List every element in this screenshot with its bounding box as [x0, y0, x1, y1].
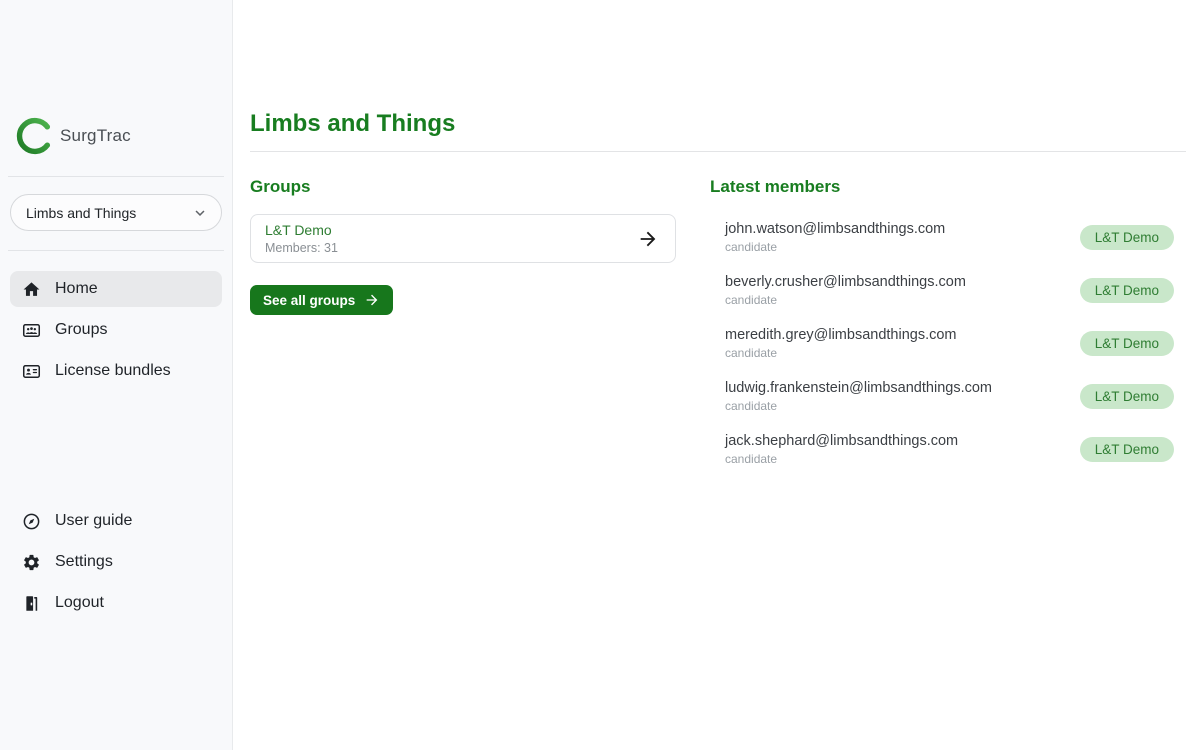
member-row — [710, 211, 1186, 264]
member-email: beverly.crusher@limbsandthings.com — [725, 274, 966, 290]
groups-section — [250, 177, 676, 476]
members-list — [710, 211, 1186, 476]
latest-members-heading: Latest members — [710, 177, 841, 196]
member-group-badge[interactable]: L&T Demo — [1080, 225, 1174, 250]
member-row — [710, 370, 1186, 423]
sidebar-item-settings[interactable] — [10, 547, 222, 577]
see-all-groups-label: See all groups — [263, 292, 356, 308]
sidebar-item-label: Logout — [55, 594, 104, 611]
sidebar — [0, 0, 233, 750]
surgtrac-logo-icon — [14, 116, 54, 156]
member-info — [725, 433, 958, 466]
sidebar-footer-nav — [10, 506, 222, 618]
member-email: ludwig.frankenstein@limbsandthings.com — [725, 380, 992, 396]
member-role: candidate — [725, 346, 778, 360]
member-info — [725, 380, 992, 413]
page-title: Limbs and Things — [250, 110, 456, 137]
title-divider — [250, 151, 1186, 152]
member-email: jack.shephard@limbsandthings.com — [725, 433, 959, 449]
sidebar-divider-top — [8, 176, 224, 177]
member-email: john.watson@limbsandthings.com — [725, 221, 946, 237]
member-group-badge[interactable]: L&T Demo — [1080, 437, 1174, 462]
home-icon — [22, 280, 41, 299]
sidebar-item-groups[interactable] — [10, 312, 222, 348]
app-logo — [10, 112, 222, 160]
arrow-right-icon[interactable] — [637, 228, 659, 250]
sidebar-item-label: Home — [55, 280, 98, 297]
sidebar-spacer — [10, 389, 222, 506]
sidebar-item-label: Settings — [55, 553, 113, 570]
gear-icon — [22, 553, 41, 572]
member-info — [725, 221, 945, 254]
group-name: L&T Demo — [265, 222, 332, 238]
member-info — [725, 274, 966, 307]
sidebar-item-label: User guide — [55, 512, 133, 529]
member-group-badge[interactable]: L&T Demo — [1080, 384, 1174, 409]
member-email: meredith.grey@limbsandthings.com — [725, 327, 957, 343]
group-card-info — [265, 222, 338, 255]
logout-door-icon — [22, 594, 41, 613]
sidebar-item-license-bundles[interactable] — [10, 353, 222, 389]
member-row — [710, 423, 1186, 476]
sidebar-item-label: License bundles — [55, 362, 171, 379]
member-role: candidate — [725, 293, 778, 307]
member-group-badge[interactable]: L&T Demo — [1080, 331, 1174, 356]
license-badge-icon — [22, 362, 41, 381]
group-members-count: Members: 31 — [265, 241, 338, 255]
member-role: candidate — [725, 399, 778, 413]
groups-heading: Groups — [250, 177, 311, 196]
chevron-down-icon — [191, 204, 209, 222]
member-row — [710, 264, 1186, 317]
compass-icon — [22, 512, 41, 531]
latest-members-section — [710, 177, 1186, 476]
member-info — [725, 327, 957, 360]
sidebar-divider-nav — [8, 250, 224, 251]
member-role: candidate — [725, 240, 778, 254]
app-name: SurgTrac — [60, 126, 131, 145]
see-all-groups-button[interactable] — [250, 285, 393, 315]
main-content — [233, 0, 1200, 750]
sidebar-item-label: Groups — [55, 321, 108, 338]
sidebar-item-user-guide[interactable] — [10, 506, 222, 536]
sidebar-item-home[interactable] — [10, 271, 222, 307]
member-group-badge[interactable]: L&T Demo — [1080, 278, 1174, 303]
member-row — [710, 317, 1186, 370]
arrow-right-icon — [364, 292, 380, 308]
sidebar-main-nav — [10, 271, 222, 389]
group-card[interactable] — [250, 214, 676, 263]
sidebar-item-logout[interactable] — [10, 588, 222, 618]
organisation-selector[interactable] — [10, 194, 222, 231]
groups-icon — [22, 321, 41, 340]
member-role: candidate — [725, 452, 778, 466]
organisation-selector-value: Limbs and Things — [26, 204, 137, 221]
